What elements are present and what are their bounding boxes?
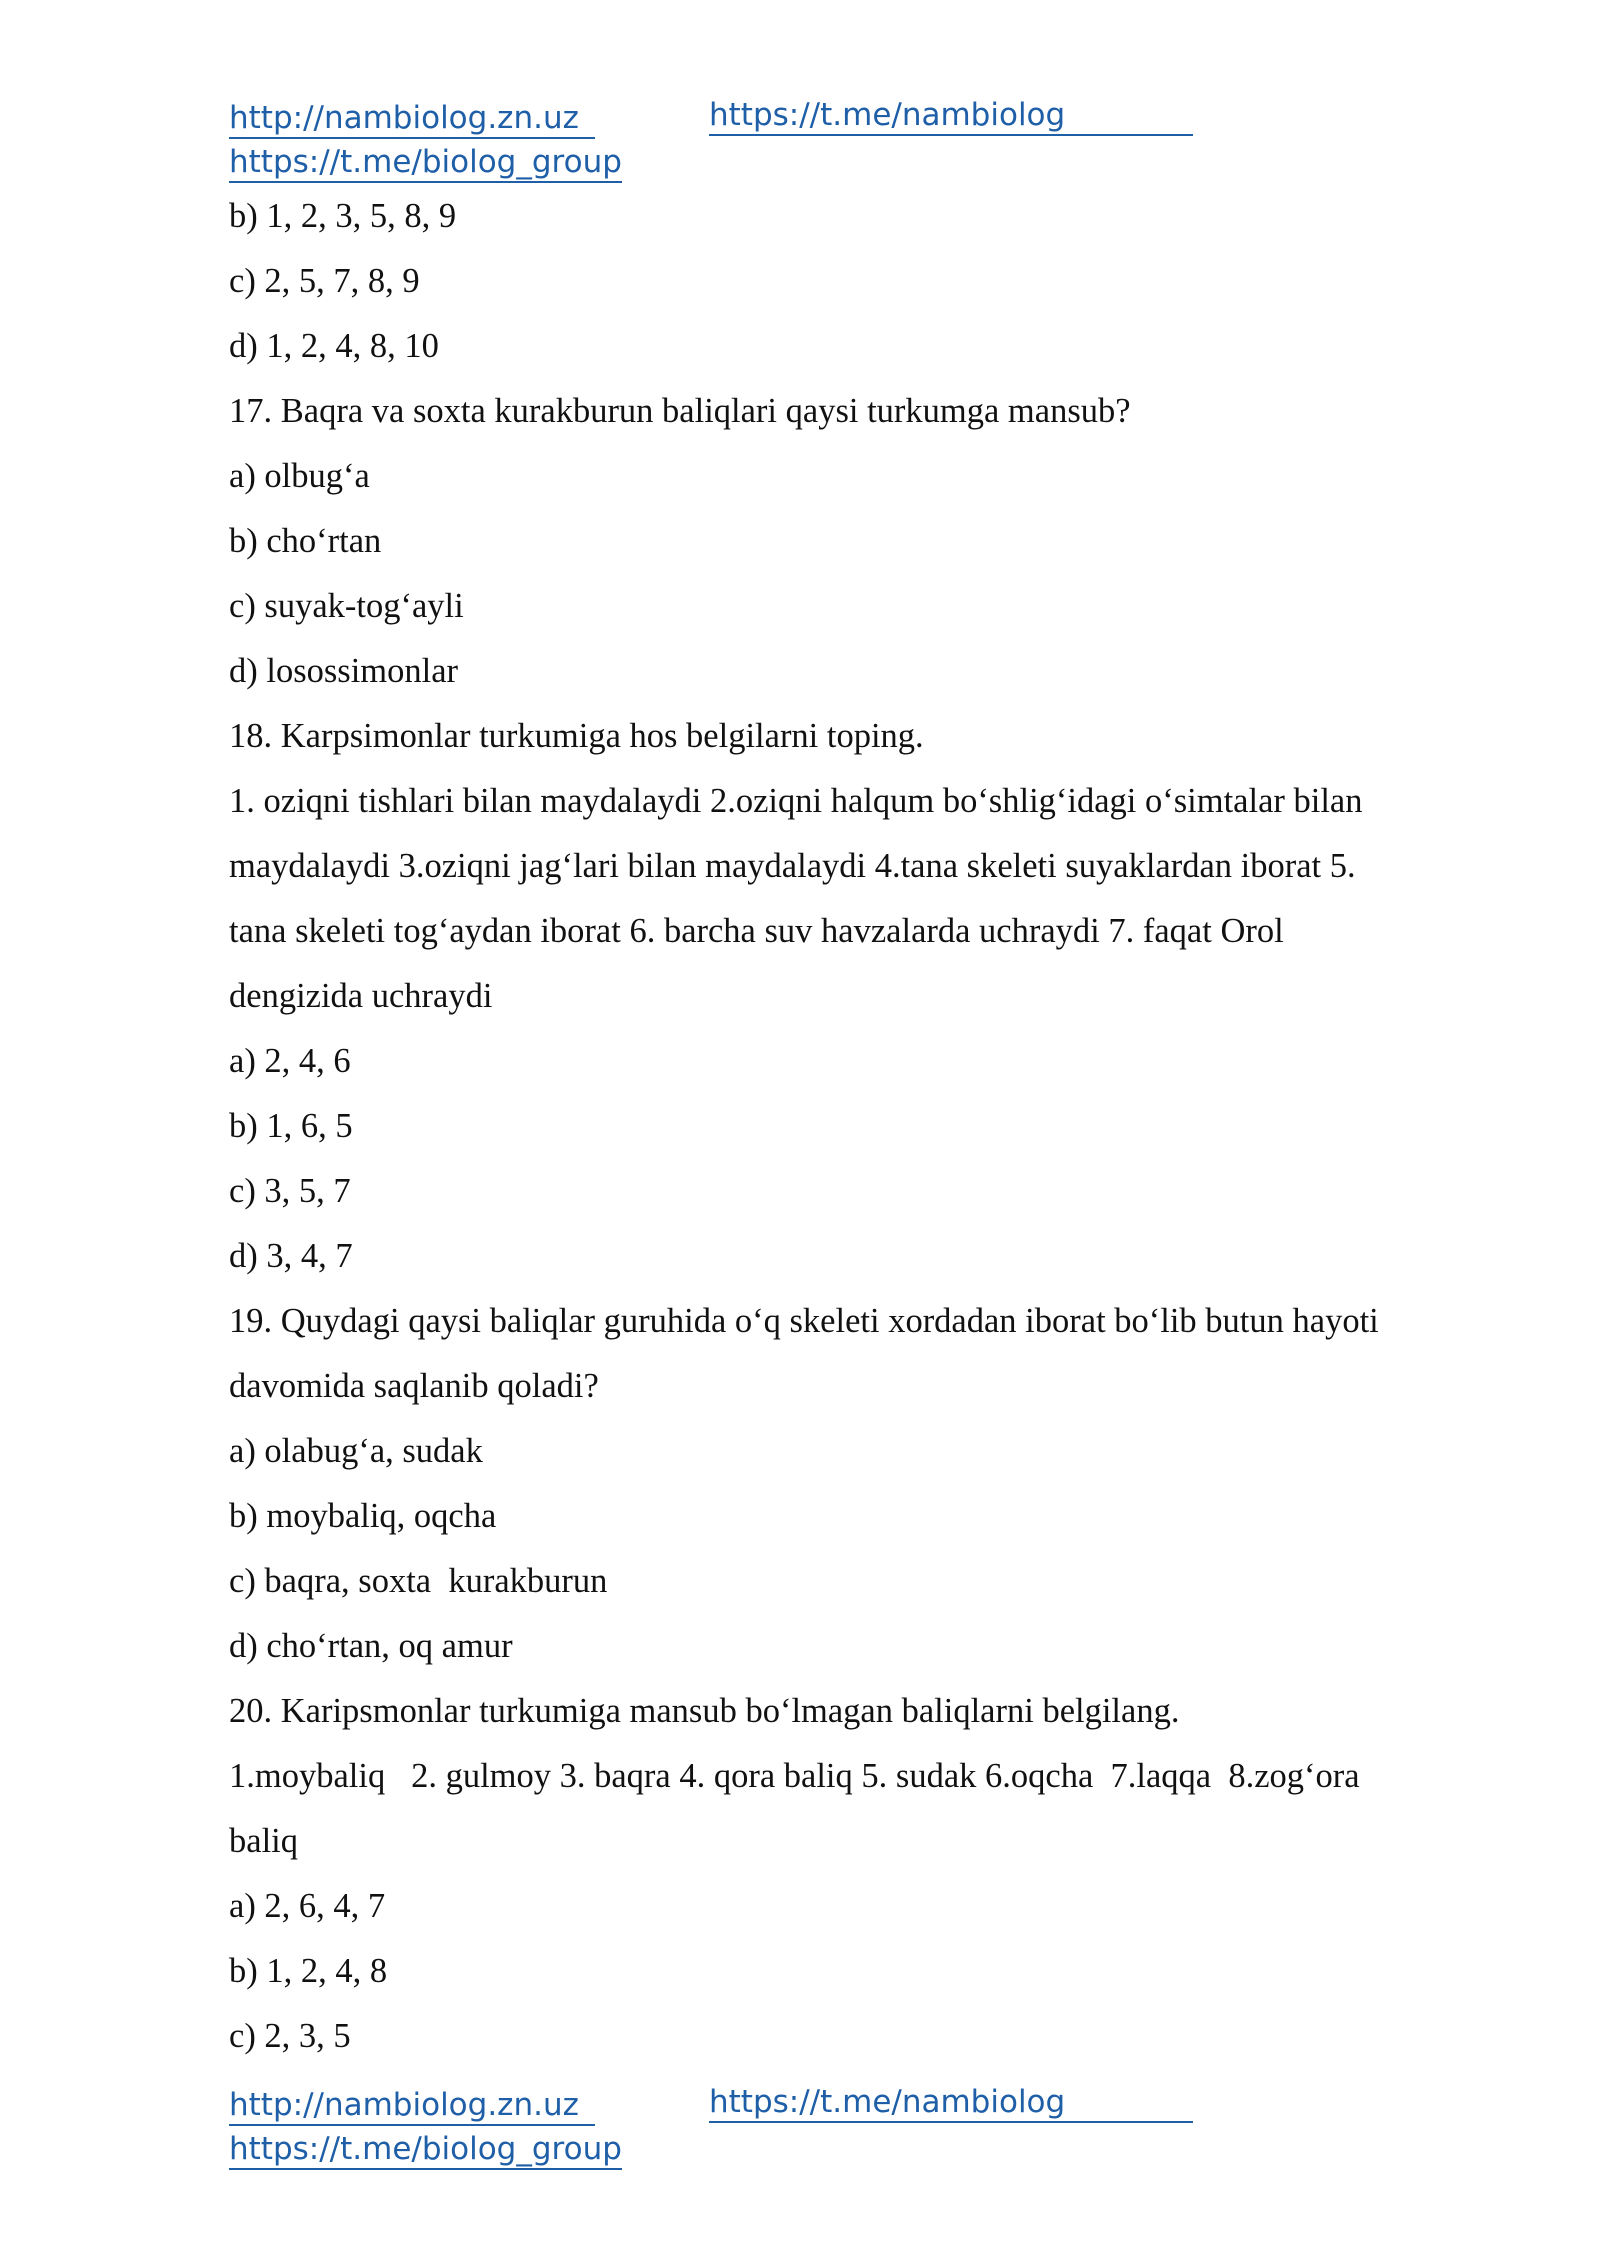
footer-links: [229, 2083, 1229, 2171]
footer-telegram-channel-link[interactable]: https://t.me/nambiolog: [709, 2083, 1193, 2123]
q18-statements-line-3: tana skeleti tog‘aydan iborat 6. barcha suv havzalarda uchraydi 7. faqat Orol: [229, 912, 1284, 950]
q18-question: 18. Karpsimonlar turkumiga hos belgilarni toping.: [229, 717, 924, 755]
q19-option-b: b) moybaliq, oqcha: [229, 1497, 497, 1535]
q16-option-d: d) 1, 2, 4, 8, 10: [229, 327, 439, 365]
header-links-line-2: [229, 140, 1229, 184]
document-body: [229, 184, 1491, 2069]
q20-option-a: a) 2, 6, 4, 7: [229, 1887, 386, 1925]
q18-option-c: c) 3, 5, 7: [229, 1172, 351, 1210]
footer-telegram-group-link[interactable]: https://t.me/biolog_group: [229, 2130, 622, 2170]
header-telegram-channel-link[interactable]: https://t.me/nambiolog: [709, 96, 1193, 136]
q18-option-a: a) 2, 4, 6: [229, 1042, 351, 1080]
q17-option-b: b) cho‘rtan: [229, 522, 382, 560]
header-links-line-1: [229, 96, 1229, 140]
header-links: [229, 96, 1229, 184]
q18-statements-line-4: dengizida uchraydi: [229, 977, 493, 1015]
q19-question-line-2: davomida saqlanib qoladi?: [229, 1367, 599, 1405]
q20-option-c: c) 2, 3, 5: [229, 2017, 351, 2055]
header-telegram-group-link[interactable]: https://t.me/biolog_group: [229, 143, 622, 183]
q19-option-a: a) olabug‘a, sudak: [229, 1432, 483, 1470]
q20-statements-line-1: 1.moybaliq 2. gulmoy 3. baqra 4. qora baliq 5. sudak 6.oqcha 7.laqqa 8.zog‘ora: [229, 1757, 1360, 1795]
q19-question-line-1: 19. Quydagi qaysi baliqlar guruhida o‘q skeleti xordadan iborat bo‘lib butun hayoti: [229, 1302, 1379, 1340]
q17-question: 17. Baqra va soxta kurakburun baliqlari qaysi turkumga mansub?: [229, 392, 1131, 430]
q18-statements-line-2: maydalaydi 3.oziqni jag‘lari bilan maydalaydi 4.tana skeleti suyaklardan iborat 5.: [229, 847, 1356, 885]
q16-option-c: c) 2, 5, 7, 8, 9: [229, 262, 420, 300]
footer-site-link[interactable]: http://nambiolog.zn.uz: [229, 2086, 595, 2126]
q17-option-d: d) losossimonlar: [229, 652, 459, 690]
q20-option-b: b) 1, 2, 4, 8: [229, 1952, 388, 1990]
q19-option-c: c) baqra, soxta kurakburun: [229, 1562, 608, 1600]
footer-links-line-1: [229, 2083, 1229, 2127]
q16-option-b: b) 1, 2, 3, 5, 8, 9: [229, 197, 457, 235]
q17-option-c: c) suyak-tog‘ayli: [229, 587, 464, 625]
q18-option-b: b) 1, 6, 5: [229, 1107, 353, 1145]
q19-option-d: d) cho‘rtan, oq amur: [229, 1627, 513, 1665]
q18-statements-line-1: 1. oziqni tishlari bilan maydalaydi 2.oziqni halqum bo‘shlig‘idagi o‘simtalar bilan: [229, 782, 1363, 820]
q20-statements-line-2: baliq: [229, 1822, 298, 1860]
footer-links-line-2: [229, 2127, 1229, 2171]
header-site-link[interactable]: http://nambiolog.zn.uz: [229, 99, 595, 139]
q18-option-d: d) 3, 4, 7: [229, 1237, 353, 1275]
q20-question: 20. Karipsmonlar turkumiga mansub bo‘lmagan baliqlarni belgilang.: [229, 1692, 1180, 1730]
q17-option-a: a) olbug‘a: [229, 457, 370, 495]
